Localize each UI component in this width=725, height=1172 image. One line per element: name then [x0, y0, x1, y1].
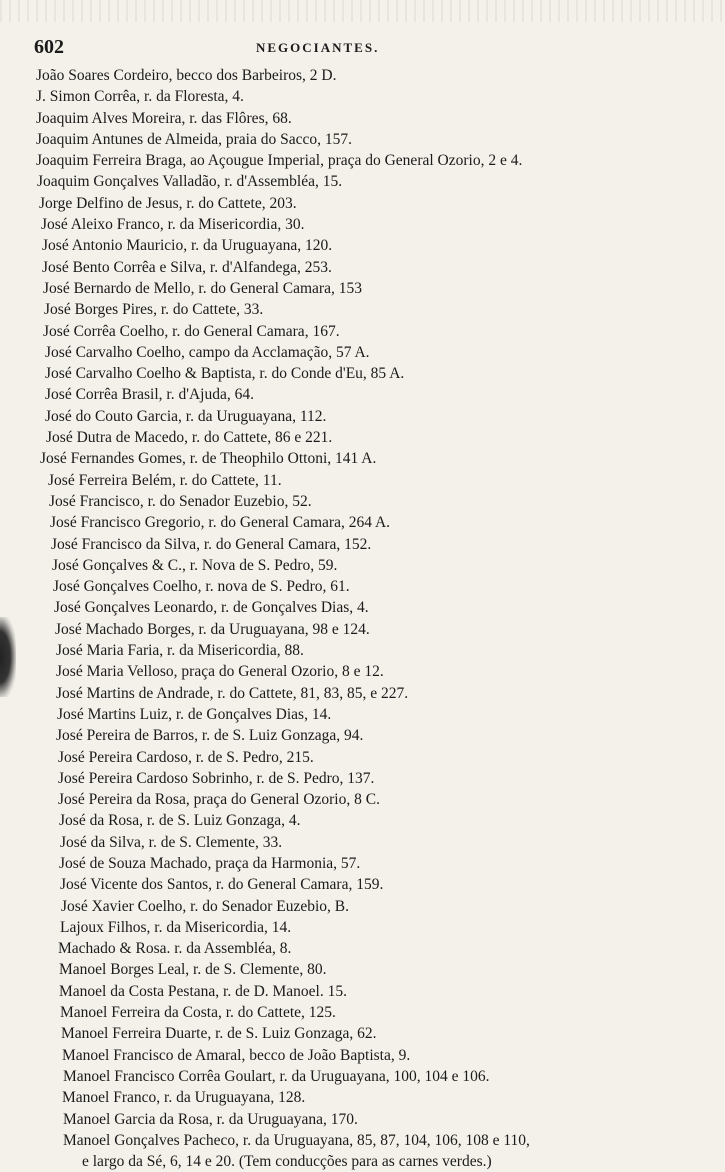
directory-entry: José Ferreira Belém, r. do Cattete, 11.: [48, 471, 282, 489]
directory-entry: José Gonçalves & C., r. Nova de S. Pedro, 59.: [52, 556, 338, 574]
directory-entry: José Pereira Cardoso Sobrinho, r. de S. Pedro, 137.: [58, 769, 375, 787]
running-head: NEGOCIANTES.: [256, 40, 380, 55]
directory-entry: José Francisco Gregorio, r. do General Camara, 264 A.: [50, 514, 391, 532]
directory-entry: José Gonçalves Coelho, r. nova de S. Pedro, 61.: [53, 578, 350, 596]
directory-entry: Manoel Garcia da Rosa, r. da Uruguayana, 170.: [63, 1110, 358, 1128]
directory-entry: Manoel Gonçalves Pacheco, r. da Uruguayana, 85, 87, 104, 106, 108 e 110,: [63, 1131, 530, 1149]
directory-entry: José Francisco, r. do Senador Euzebio, 52.: [49, 492, 312, 510]
directory-entry: José do Couto Garcia, r. da Uruguayana, 112.: [45, 407, 327, 425]
directory-entry: José de Souza Machado, praça da Harmonia, 57.: [59, 854, 361, 872]
directory-entry: Joaquim Alves Moreira, r. das Flôres, 68.: [36, 109, 292, 127]
directory-entry: Joaquim Antunes de Almeida, praia do Sacco, 157.: [36, 130, 352, 148]
ink-blot: [0, 617, 16, 697]
directory-list: [36, 65, 696, 1172]
directory-entry: José Aleixo Franco, r. da Misericordia, 30.: [41, 216, 305, 234]
directory-entry: José Martins de Andrade, r. do Cattete, 81, 83, 85, e 227.: [56, 684, 409, 702]
directory-entry: José Antonio Mauricio, r. da Uruguayana, 120.: [42, 237, 333, 255]
directory-entry: Joaquim Ferreira Braga, ao Açougue Imperial, praça do General Ozorio, 2 e 4.: [36, 152, 523, 170]
directory-entry: José Carvalho Coelho, campo da Acclamação, 57 A.: [45, 343, 370, 361]
directory-entry: José Maria Velloso, praça do General Ozorio, 8 e 12.: [56, 663, 384, 681]
directory-entry: José Bento Corrêa e Silva, r. d'Alfandega, 253.: [42, 258, 332, 276]
directory-entry: Jorge Delfino de Jesus, r. do Cattete, 203.: [39, 194, 297, 212]
directory-entry: José Bernardo de Mello, r. do General Camara, 153: [43, 279, 362, 297]
directory-entry: Manoel Franco, r. da Uruguayana, 128.: [62, 1089, 306, 1107]
directory-entry: José Corrêa Brasil, r. d'Ajuda, 64.: [45, 386, 254, 404]
directory-entry: Manoel Francisco Corrêa Goulart, r. da Uruguayana, 100, 104 e 106.: [63, 1067, 490, 1085]
directory-entry: José Dutra de Macedo, r. do Cattete, 86 e 221.: [46, 429, 333, 447]
directory-entry: Lajoux Filhos, r. da Misericordia, 14.: [60, 918, 292, 936]
directory-entry: José Pereira da Rosa, praça do General Ozorio, 8 C.: [58, 791, 380, 809]
directory-entry: José Vicente dos Santos, r. do General Camara, 159.: [60, 876, 384, 894]
directory-entry: José da Rosa, r. de S. Luiz Gonzaga, 4.: [59, 812, 301, 830]
directory-entry: João Soares Cordeiro, becco dos Barbeiros, 2 D.: [36, 67, 337, 84]
page-header: [34, 36, 454, 62]
directory-entry: José Xavier Coelho, r. do Senador Euzebio, B.: [61, 897, 349, 915]
directory-entry: J. Simon Corrêa, r. da Floresta, 4.: [36, 88, 244, 106]
directory-entry: Manoel Ferreira da Costa, r. do Cattete, 125.: [60, 1004, 336, 1022]
directory-entry: José Corrêa Coelho, r. do General Camara, 167.: [43, 322, 340, 340]
directory-entry: José Martins Luiz, r. de Gonçalves Dias, 14.: [57, 705, 332, 723]
directory-entry: José Carvalho Coelho & Baptista, r. do Conde d'Eu, 85 A.: [45, 365, 405, 383]
directory-entry: José da Silva, r. de S. Clemente, 33.: [60, 833, 283, 851]
directory-entry: Manoel Borges Leal, r. de S. Clemente, 80.: [59, 961, 327, 979]
bleed-through-texture: [0, 0, 725, 22]
directory-entry: José Borges Pires, r. do Cattete, 33.: [44, 301, 264, 319]
directory-entry: e largo da Sé, 6, 14 e 20. (Tem conducções para as carnes verdes.): [82, 1153, 492, 1171]
directory-entry: José Machado Borges, r. da Uruguayana, 98 e 124.: [55, 620, 370, 638]
directory-entry: Manoel Ferreira Duarte, r. de S. Luiz Gonzaga, 62.: [61, 1025, 377, 1043]
directory-entry: José Gonçalves Leonardo, r. de Gonçalves Dias, 4.: [54, 599, 369, 617]
directory-entry: José Pereira de Barros, r. de S. Luiz Gonzaga, 94.: [56, 727, 364, 745]
directory-entry: José Maria Faria, r. da Misericordia, 88.: [56, 642, 304, 660]
directory-entry: Machado & Rosa. r. da Assembléa, 8.: [58, 940, 292, 958]
directory-entry: José Fernandes Gomes, r. de Theophilo Ottoni, 141 A.: [40, 450, 377, 468]
directory-entry: Manoel da Costa Pestana, r. de D. Manoel. 15.: [59, 982, 347, 1000]
directory-entry: José Francisco da Silva, r. do General Camara, 152.: [51, 535, 372, 553]
page-number: 602: [34, 36, 64, 58]
directory-entry: José Pereira Cardoso, r. de S. Pedro, 215.: [58, 748, 314, 766]
directory-entry: Joaquim Gonçalves Valladão, r. d'Assembléa, 15.: [37, 173, 343, 191]
directory-entry: Manoel Francisco de Amaral, becco de João Baptista, 9.: [62, 1046, 411, 1064]
